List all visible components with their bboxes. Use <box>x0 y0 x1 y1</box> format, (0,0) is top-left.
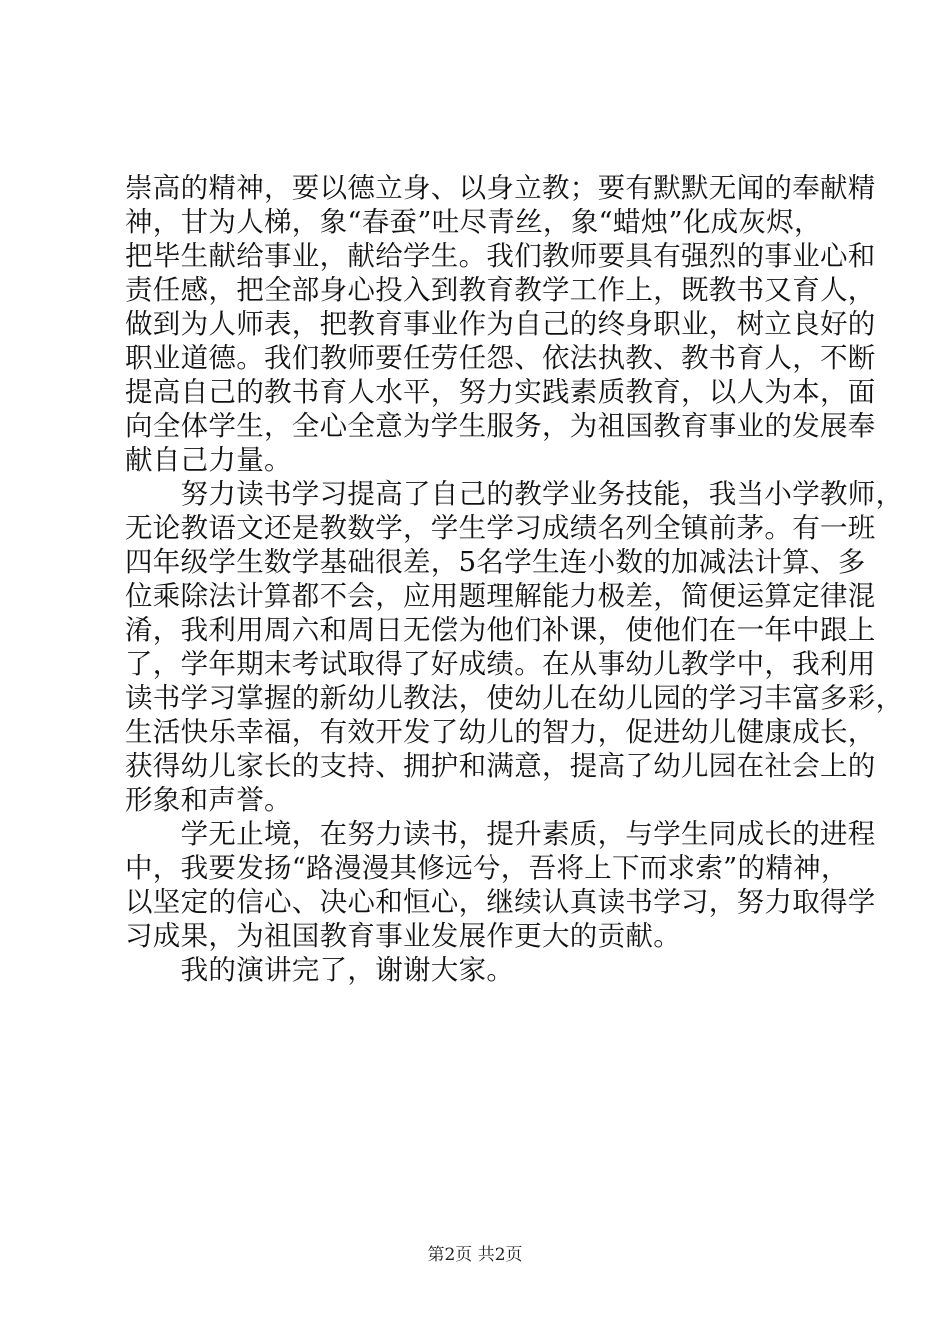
text-line: 职业道德。我们教师要任劳任怨、依法执教、教书育人，不断 <box>125 342 876 374</box>
text-line: 四年级学生数学基础很差，5名学生连小数的加减法计算、多 <box>125 546 866 578</box>
text-line: 了，学年期末考试取得了好成绩。在从事幼儿教学中，我利用 <box>125 648 876 680</box>
text-line: 生活快乐幸福，有效开发了幼儿的智力，促进幼儿健康成长， <box>125 716 876 748</box>
text-line: 无论教语文还是教数学，学生学习成绩名列全镇前茅。有一班 <box>125 512 876 544</box>
text-line: 以坚定的信心、决心和恒心，继续认真读书学习，努力取得学 <box>125 886 876 918</box>
text-line: 神，甘为人梯，象“春蚕”吐尽青丝，象“蜡烛”化成灰烬， <box>125 206 822 238</box>
text-line: 习成果，为祖国教育事业发展作更大的贡献。 <box>125 920 681 952</box>
text-line: 责任感，把全部身心投入到教育教学工作上，既教书又育人， <box>125 274 876 306</box>
text-line: 获得幼儿家长的支持、拥护和满意，提高了幼儿园在社会上的 <box>125 750 876 782</box>
text-line: 做到为人师表，把教育事业作为自己的终身职业，树立良好的 <box>125 308 876 340</box>
text-line: 中，我要发扬“路漫漫其修远兮，吾将上下而求索”的精神， <box>125 852 849 884</box>
text-line: 学无止境，在努力读书，提升素质，与学生同成长的进程 <box>125 818 876 850</box>
document-body <box>125 171 904 987</box>
text-line: 位乘除法计算都不会，应用题理解能力极差，简便运算定律混 <box>125 580 876 612</box>
text-line: 淆，我利用周六和周日无偿为他们补课，使他们在一年中跟上 <box>125 614 876 646</box>
text-line: 崇高的精神，要以德立身、以身立教；要有默默无闻的奉献精 <box>125 172 876 204</box>
text-line: 读书学习掌握的新幼儿教法，使幼儿在幼儿园的学习丰富多彩， <box>125 682 904 714</box>
text-line: 我的演讲完了，谢谢大家。 <box>125 954 515 986</box>
text-line: 形象和声誉。 <box>125 784 292 816</box>
text-line: 献自己力量。 <box>125 444 292 476</box>
page-number-footer: 第2页 共2页 <box>427 1245 523 1265</box>
text-line: 提高自己的教书育人水平，努力实践素质教育，以人为本，面 <box>125 376 876 408</box>
text-line: 把毕生献给事业，献给学生。我们教师要具有强烈的事业心和 <box>125 240 876 272</box>
text-line: 向全体学生，全心全意为学生服务，为祖国教育事业的发展奉 <box>125 410 876 442</box>
text-line: 努力读书学习提高了自己的教学业务技能，我当小学教师， <box>125 478 904 510</box>
